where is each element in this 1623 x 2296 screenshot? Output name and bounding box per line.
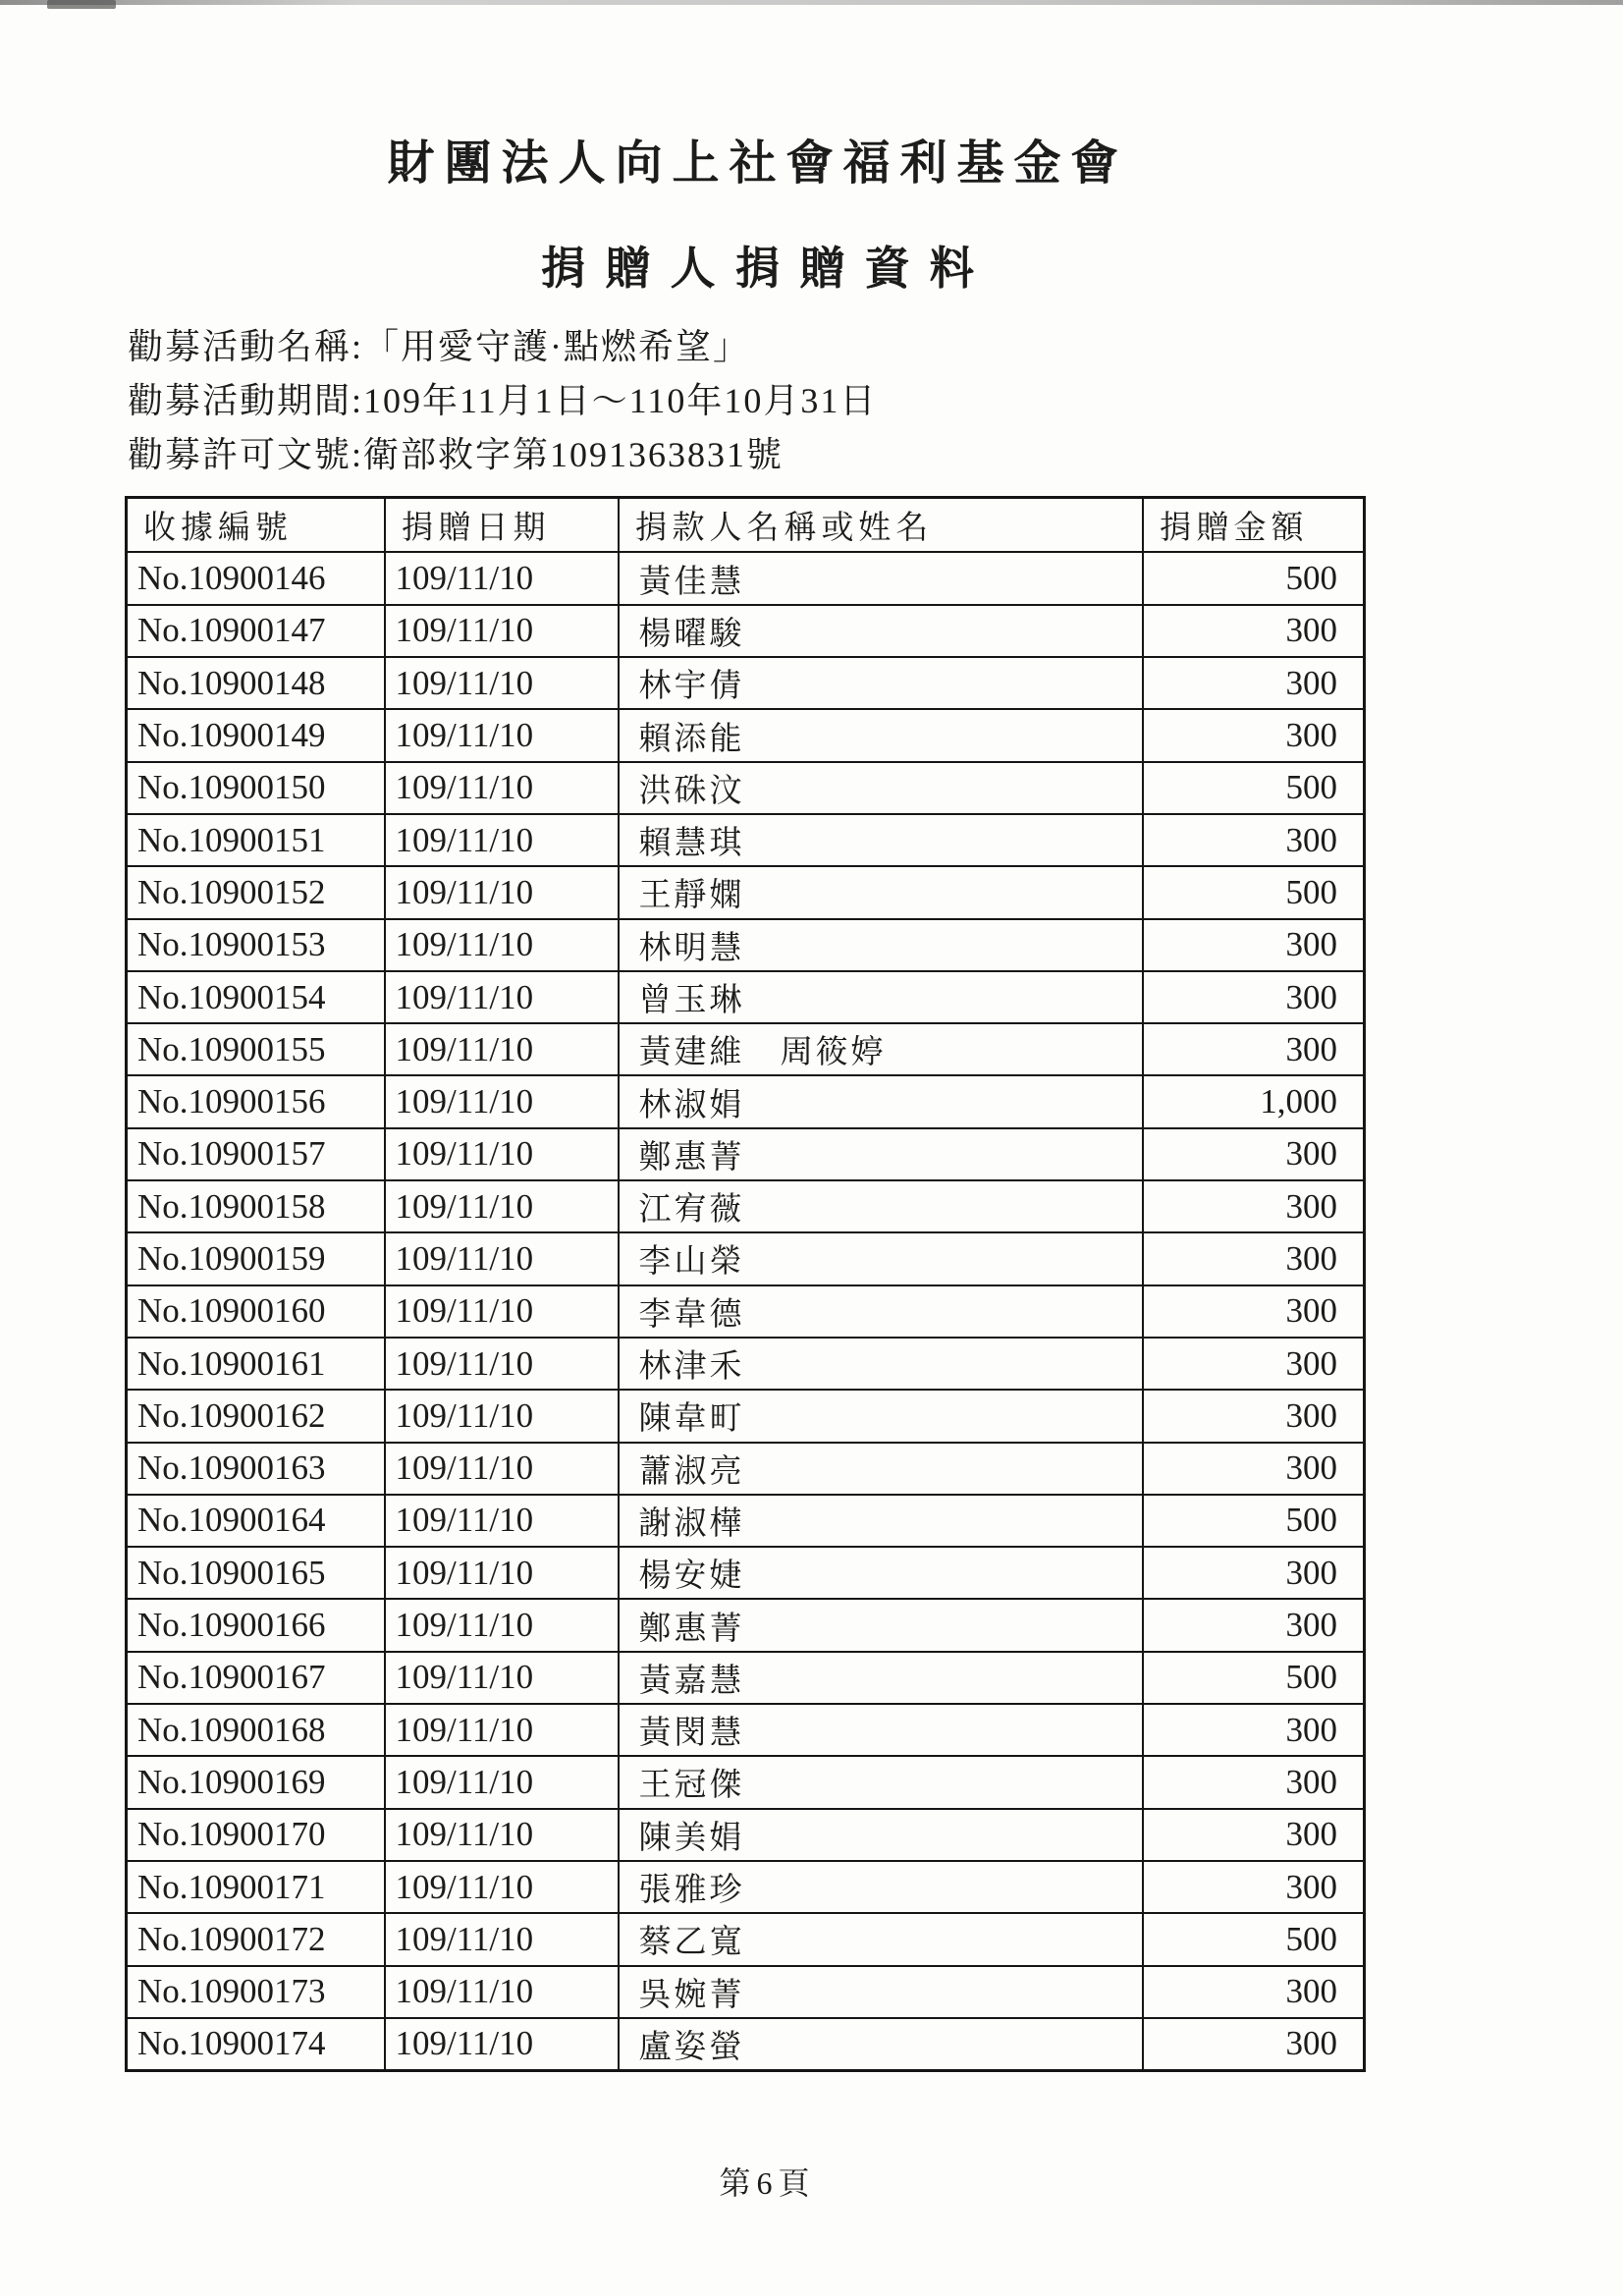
donor-name-cell: 鄭惠菁: [619, 1128, 1143, 1180]
table-row: [127, 1338, 1365, 1390]
donation-amount-cell: 300: [1143, 1338, 1365, 1390]
donation-date-cell: 109/11/10: [385, 709, 619, 761]
col-header-receipt-no: 收據編號: [127, 498, 385, 553]
table-row: [127, 605, 1365, 657]
donation-date-cell: 109/11/10: [385, 1285, 619, 1338]
receipt-no-cell: No.10900171: [127, 1861, 385, 1913]
donor-name-cell: 曾玉琳: [619, 971, 1143, 1023]
donation-amount-cell: 300: [1143, 1599, 1365, 1651]
donation-table: [125, 496, 1366, 2072]
donation-amount-cell: 300: [1143, 605, 1365, 657]
donation-date-cell: 109/11/10: [385, 2018, 619, 2071]
donor-name-cell: 江宥薇: [619, 1180, 1143, 1232]
receipt-no-cell: No.10900165: [127, 1547, 385, 1599]
receipt-no-cell: No.10900152: [127, 866, 385, 918]
donation-table-header: [127, 498, 1365, 553]
receipt-no-cell: No.10900148: [127, 657, 385, 709]
receipt-no-cell: No.10900163: [127, 1443, 385, 1495]
donation-date-cell: 109/11/10: [385, 1075, 619, 1127]
donor-name-cell: 黃嘉慧: [619, 1652, 1143, 1704]
donation-table-body: [127, 552, 1365, 2070]
donor-name-cell: 黃佳慧: [619, 552, 1143, 604]
donation-amount-cell: 300: [1143, 709, 1365, 761]
donation-date-cell: 109/11/10: [385, 866, 619, 918]
donor-name-cell: 賴添能: [619, 709, 1143, 761]
col-header-donation-amount: 捐贈金額: [1143, 498, 1365, 553]
table-row: [127, 866, 1365, 918]
donation-date-cell: 109/11/10: [385, 1180, 619, 1232]
donor-name-cell: 鄭惠菁: [619, 1599, 1143, 1651]
table-row: [127, 1756, 1365, 1808]
table-row: [127, 709, 1365, 761]
donation-date-cell: 109/11/10: [385, 1547, 619, 1599]
receipt-no-cell: No.10900151: [127, 814, 385, 866]
donation-date-cell: 109/11/10: [385, 1599, 619, 1651]
col-header-donation-date: 捐贈日期: [385, 498, 619, 553]
donor-name-cell: 盧姿螢: [619, 2018, 1143, 2071]
permit-number-line: 勸募許可文號:衛部救字第1091363831號: [128, 435, 784, 475]
table-row: [127, 1443, 1365, 1495]
donation-amount-cell: 300: [1143, 1023, 1365, 1075]
donor-name-cell: 楊安婕: [619, 1547, 1143, 1599]
document-subtitle: 捐贈人捐贈資料: [540, 243, 995, 294]
donor-name-cell: 李山榮: [619, 1232, 1143, 1285]
donation-date-cell: 109/11/10: [385, 1023, 619, 1075]
donor-name-cell: 蕭淑亮: [619, 1443, 1143, 1495]
donation-amount-cell: 300: [1143, 971, 1365, 1023]
receipt-no-cell: No.10900154: [127, 971, 385, 1023]
col-header-donor-name: 捐款人名稱或姓名: [619, 498, 1143, 553]
donation-date-cell: 109/11/10: [385, 1809, 619, 1861]
donor-name-cell: 洪硃汶: [619, 762, 1143, 814]
receipt-no-cell: No.10900172: [127, 1913, 385, 1965]
donation-date-cell: 109/11/10: [385, 1966, 619, 2018]
receipt-no-cell: No.10900146: [127, 552, 385, 604]
donation-amount-cell: 300: [1143, 1128, 1365, 1180]
table-row: [127, 1861, 1365, 1913]
donation-date-cell: 109/11/10: [385, 1913, 619, 1965]
table-row: [127, 1023, 1365, 1075]
donation-amount-cell: 300: [1143, 1861, 1365, 1913]
donation-date-cell: 109/11/10: [385, 1861, 619, 1913]
donor-name-cell: 陳韋町: [619, 1390, 1143, 1442]
receipt-no-cell: No.10900170: [127, 1809, 385, 1861]
donation-date-cell: 109/11/10: [385, 1704, 619, 1756]
receipt-no-cell: No.10900167: [127, 1652, 385, 1704]
receipt-no-cell: No.10900153: [127, 919, 385, 971]
donor-name-cell: 賴慧琪: [619, 814, 1143, 866]
table-row: [127, 1599, 1365, 1651]
donation-amount-cell: 500: [1143, 1652, 1365, 1704]
donation-amount-cell: 300: [1143, 1390, 1365, 1442]
donation-date-cell: 109/11/10: [385, 1443, 619, 1495]
table-row: [127, 1704, 1365, 1756]
donation-amount-cell: 500: [1143, 1913, 1365, 1965]
donation-amount-cell: 300: [1143, 814, 1365, 866]
table-row: [127, 1913, 1365, 1965]
receipt-no-cell: No.10900164: [127, 1495, 385, 1547]
receipt-no-cell: No.10900155: [127, 1023, 385, 1075]
table-row: [127, 971, 1365, 1023]
receipt-no-cell: No.10900161: [127, 1338, 385, 1390]
donation-amount-cell: 300: [1143, 1180, 1365, 1232]
donation-amount-cell: 300: [1143, 1704, 1365, 1756]
donation-date-cell: 109/11/10: [385, 814, 619, 866]
donation-amount-cell: 300: [1143, 1756, 1365, 1808]
donor-name-cell: 林明慧: [619, 919, 1143, 971]
header-row: [127, 498, 1365, 553]
table-row: [127, 1128, 1365, 1180]
donor-name-cell: 黃建維 周筱婷: [619, 1023, 1143, 1075]
table-row: [127, 1652, 1365, 1704]
donor-name-cell: 李韋德: [619, 1285, 1143, 1338]
table-row: [127, 1495, 1365, 1547]
donation-date-cell: 109/11/10: [385, 552, 619, 604]
donation-amount-cell: 300: [1143, 657, 1365, 709]
donation-amount-cell: 300: [1143, 1966, 1365, 2018]
receipt-no-cell: No.10900158: [127, 1180, 385, 1232]
donor-name-cell: 陳美娟: [619, 1809, 1143, 1861]
table-row: [127, 1232, 1365, 1285]
donation-date-cell: 109/11/10: [385, 1338, 619, 1390]
receipt-no-cell: No.10900166: [127, 1599, 385, 1651]
table-row: [127, 1966, 1365, 2018]
donation-amount-cell: 300: [1143, 1443, 1365, 1495]
table-row: [127, 762, 1365, 814]
table-row: [127, 2018, 1365, 2071]
donation-amount-cell: 300: [1143, 1232, 1365, 1285]
receipt-no-cell: No.10900160: [127, 1285, 385, 1338]
donor-name-cell: 吳婉菁: [619, 1966, 1143, 2018]
donation-date-cell: 109/11/10: [385, 762, 619, 814]
donor-name-cell: 楊曜駿: [619, 605, 1143, 657]
donation-amount-cell: 500: [1143, 762, 1365, 814]
table-row: [127, 1547, 1365, 1599]
donor-name-cell: 黃閔慧: [619, 1704, 1143, 1756]
donation-date-cell: 109/11/10: [385, 1390, 619, 1442]
donation-amount-cell: 500: [1143, 866, 1365, 918]
receipt-no-cell: No.10900162: [127, 1390, 385, 1442]
receipt-no-cell: No.10900173: [127, 1966, 385, 2018]
receipt-no-cell: No.10900147: [127, 605, 385, 657]
donor-name-cell: 王冠傑: [619, 1756, 1143, 1808]
donation-date-cell: 109/11/10: [385, 919, 619, 971]
donation-amount-cell: 300: [1143, 919, 1365, 971]
donation-amount-cell: 300: [1143, 1285, 1365, 1338]
donation-date-cell: 109/11/10: [385, 971, 619, 1023]
receipt-no-cell: No.10900174: [127, 2018, 385, 2071]
table-row: [127, 552, 1365, 604]
receipt-no-cell: No.10900157: [127, 1128, 385, 1180]
donation-date-cell: 109/11/10: [385, 1128, 619, 1180]
table-row: [127, 919, 1365, 971]
donor-name-cell: 蔡乙寬: [619, 1913, 1143, 1965]
donation-amount-cell: 1,000: [1143, 1075, 1365, 1127]
receipt-no-cell: No.10900169: [127, 1756, 385, 1808]
donation-date-cell: 109/11/10: [385, 605, 619, 657]
receipt-no-cell: No.10900159: [127, 1232, 385, 1285]
table-row: [127, 1180, 1365, 1232]
receipt-no-cell: No.10900156: [127, 1075, 385, 1127]
document-title: 財團法人向上社會福利基金會: [387, 137, 1128, 190]
donation-date-cell: 109/11/10: [385, 1756, 619, 1808]
donor-name-cell: 林宇倩: [619, 657, 1143, 709]
receipt-no-cell: No.10900150: [127, 762, 385, 814]
donation-date-cell: 109/11/10: [385, 657, 619, 709]
receipt-no-cell: No.10900149: [127, 709, 385, 761]
donation-date-cell: 109/11/10: [385, 1232, 619, 1285]
campaign-period-line: 勸募活動期間:109年11月1日～110年10月31日: [128, 381, 878, 421]
table-row: [127, 1075, 1365, 1127]
campaign-name-line: 勸募活動名稱:「用愛守護·點燃希望」: [128, 327, 750, 367]
donor-name-cell: 張雅珍: [619, 1861, 1143, 1913]
campaign-info-block: [128, 320, 1623, 482]
page-number: 第6頁: [719, 2165, 816, 2202]
donation-amount-cell: 500: [1143, 552, 1365, 604]
table-row: [127, 657, 1365, 709]
table-row: [127, 814, 1365, 866]
table-row: [127, 1809, 1365, 1861]
donation-amount-cell: 300: [1143, 1547, 1365, 1599]
table-row: [127, 1285, 1365, 1338]
donor-name-cell: 謝淑樺: [619, 1495, 1143, 1547]
table-row: [127, 1390, 1365, 1442]
donation-amount-cell: 300: [1143, 2018, 1365, 2071]
donation-date-cell: 109/11/10: [385, 1652, 619, 1704]
donor-name-cell: 林津禾: [619, 1338, 1143, 1390]
donation-date-cell: 109/11/10: [385, 1495, 619, 1547]
receipt-no-cell: No.10900168: [127, 1704, 385, 1756]
donor-name-cell: 林淑娟: [619, 1075, 1143, 1127]
donation-amount-cell: 500: [1143, 1495, 1365, 1547]
donation-amount-cell: 300: [1143, 1809, 1365, 1861]
donor-name-cell: 王靜嫻: [619, 866, 1143, 918]
